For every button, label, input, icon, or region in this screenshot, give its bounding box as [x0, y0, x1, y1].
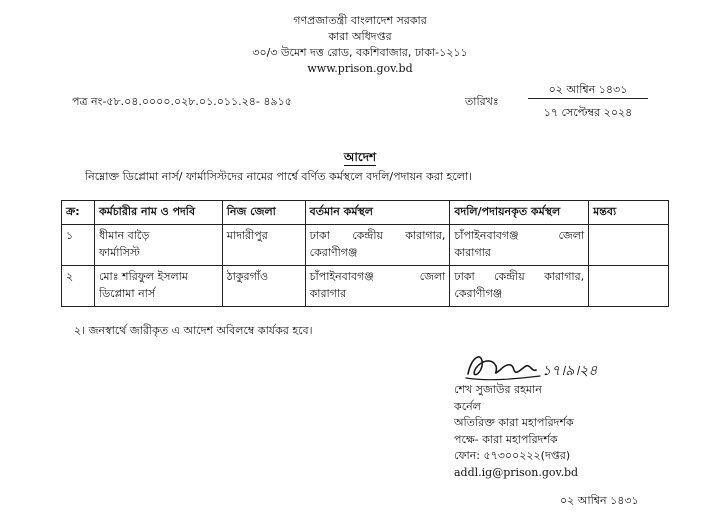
header-website: www.prison.gov.bd: [307, 62, 413, 75]
current-workplace-word: ঢাকা: [309, 229, 330, 242]
footer-date: ০২ আশ্বিন ১৪৩১: [560, 494, 639, 507]
current-workplace-word: চাঁপাইনবাবগঞ্জ: [309, 270, 374, 283]
order-title-text: আদেশ: [343, 150, 377, 164]
date-bangla: ০২ আশ্বিন ১৪৩১: [548, 83, 628, 96]
signatory-email: addl.ig@prison.gov.bd: [454, 465, 579, 479]
cell-current-workplace: [305, 225, 450, 266]
transfer-workplace-line2: কেরাণীগঞ্জ: [454, 287, 503, 300]
current-workplace-line2: কেরাণীগঞ্জ: [309, 246, 358, 259]
signatory-name: শেখ সুজাউর রহমান: [454, 383, 542, 396]
transfer-workplace-word: কেন্দ্রীয়: [494, 270, 525, 283]
cell-serial: ১: [62, 225, 95, 266]
header-current-workplace: বর্তমান কর্মস্থল: [305, 201, 450, 225]
order-note: ২। জনস্বার্থে জারীকৃত এ আদেশ অবিলম্বে কার্যকর হবে।: [74, 324, 313, 337]
transfer-table: [61, 200, 669, 307]
transfer-workplace-word: চাঁপাইনবাবগঞ্জ: [454, 229, 519, 242]
header-department: কারা অধিদপ্তর: [328, 30, 392, 43]
employee-name: মোঃ শরিফুল ইসলাম: [98, 270, 188, 283]
current-workplace-line1: [310, 268, 446, 285]
header-name-designation: কর্মচারীর নাম ও পদবি: [94, 201, 222, 225]
cell-transfer-workplace: [450, 225, 589, 266]
transfer-workplace-word: কারাগার,: [544, 270, 585, 283]
transfer-workplace-word: জেলা: [558, 229, 585, 242]
signatory-on-behalf: পক্ষে- কারা মহাপরিদর্শক: [454, 432, 558, 446]
header-remarks: মন্তব্য: [589, 201, 669, 225]
cell-name-designation: [94, 266, 222, 307]
transfer-workplace-line1: [454, 227, 584, 244]
header-address: ৩০/৩ উমেশ দত্ত রোড, বকশিবাজার, ঢাকা-১২১১: [252, 46, 468, 59]
current-workplace-word: কেন্দ্রীয়: [352, 229, 383, 242]
transfer-workplace-line1: [454, 268, 584, 285]
current-workplace-word: জেলা: [419, 270, 446, 283]
cell-name-designation: [94, 225, 222, 266]
current-workplace-line2: কারাগার: [309, 287, 347, 300]
header-government-name: গণপ্রজাতন্ত্রী বাংলাদেশ সরকার: [293, 14, 427, 27]
order-title: [0, 149, 720, 169]
order-intro: নিম্নোক্ত ডিপ্লোমা নার্স/ ফার্মাসিস্টদের নামের পার্শ্বে বর্ণিত কর্মস্থলে বদলি/পদায়ন করা হলো।: [85, 170, 473, 183]
employee-designation: ডিপ্লোমা নার্স: [98, 287, 156, 300]
table-row: [62, 266, 669, 307]
cell-remarks: [589, 266, 669, 307]
header-home-district: নিজ জেলা: [222, 201, 305, 225]
signatory-phone: ফোন: ৫৭৩০০২২২(দপ্তর): [454, 449, 571, 462]
memo-number: পত্র নং-৫৮.০৪.০০০০.০২৮.০১.০১১.২৪- ৪৯১৫: [72, 95, 292, 108]
transfer-workplace-word: ঢাকা: [454, 270, 475, 283]
signatory-rank: কর্নেল: [454, 399, 481, 413]
cell-transfer-workplace: [450, 266, 589, 307]
cell-remarks: [589, 225, 669, 266]
transfer-workplace-line2: কারাগার: [454, 246, 491, 259]
employee-name: ধীমান বাড়ৈ: [98, 229, 150, 242]
cell-home-district: মাদারীপুর: [222, 225, 305, 266]
table-row: [62, 225, 669, 266]
employee-designation: ফার্মাসিস্ট: [98, 246, 140, 259]
cell-current-workplace: [305, 266, 450, 307]
header-serial: ক্র:: [62, 201, 95, 225]
signature-block: [454, 382, 578, 481]
table-header-row: [62, 201, 669, 225]
cell-serial: ২: [62, 266, 95, 307]
date-divider: [528, 98, 648, 99]
current-workplace-line1: [310, 227, 446, 244]
date-gregorian: ১৭ সেপ্টেম্বর ২০২৪: [543, 106, 633, 119]
current-workplace-word: কারাগার,: [405, 229, 446, 242]
cell-home-district: ঠাকুরগাঁও: [222, 266, 305, 307]
date-label: তারিখঃ: [465, 95, 499, 108]
signatory-designation: অতিরিক্ত কারা মহাপরিদর্শক: [454, 416, 574, 429]
header-transfer-workplace: বদলি/পদায়নকৃত কর্মস্থল: [450, 201, 589, 225]
signature-date: ১৭।৯।২৪: [542, 363, 598, 379]
